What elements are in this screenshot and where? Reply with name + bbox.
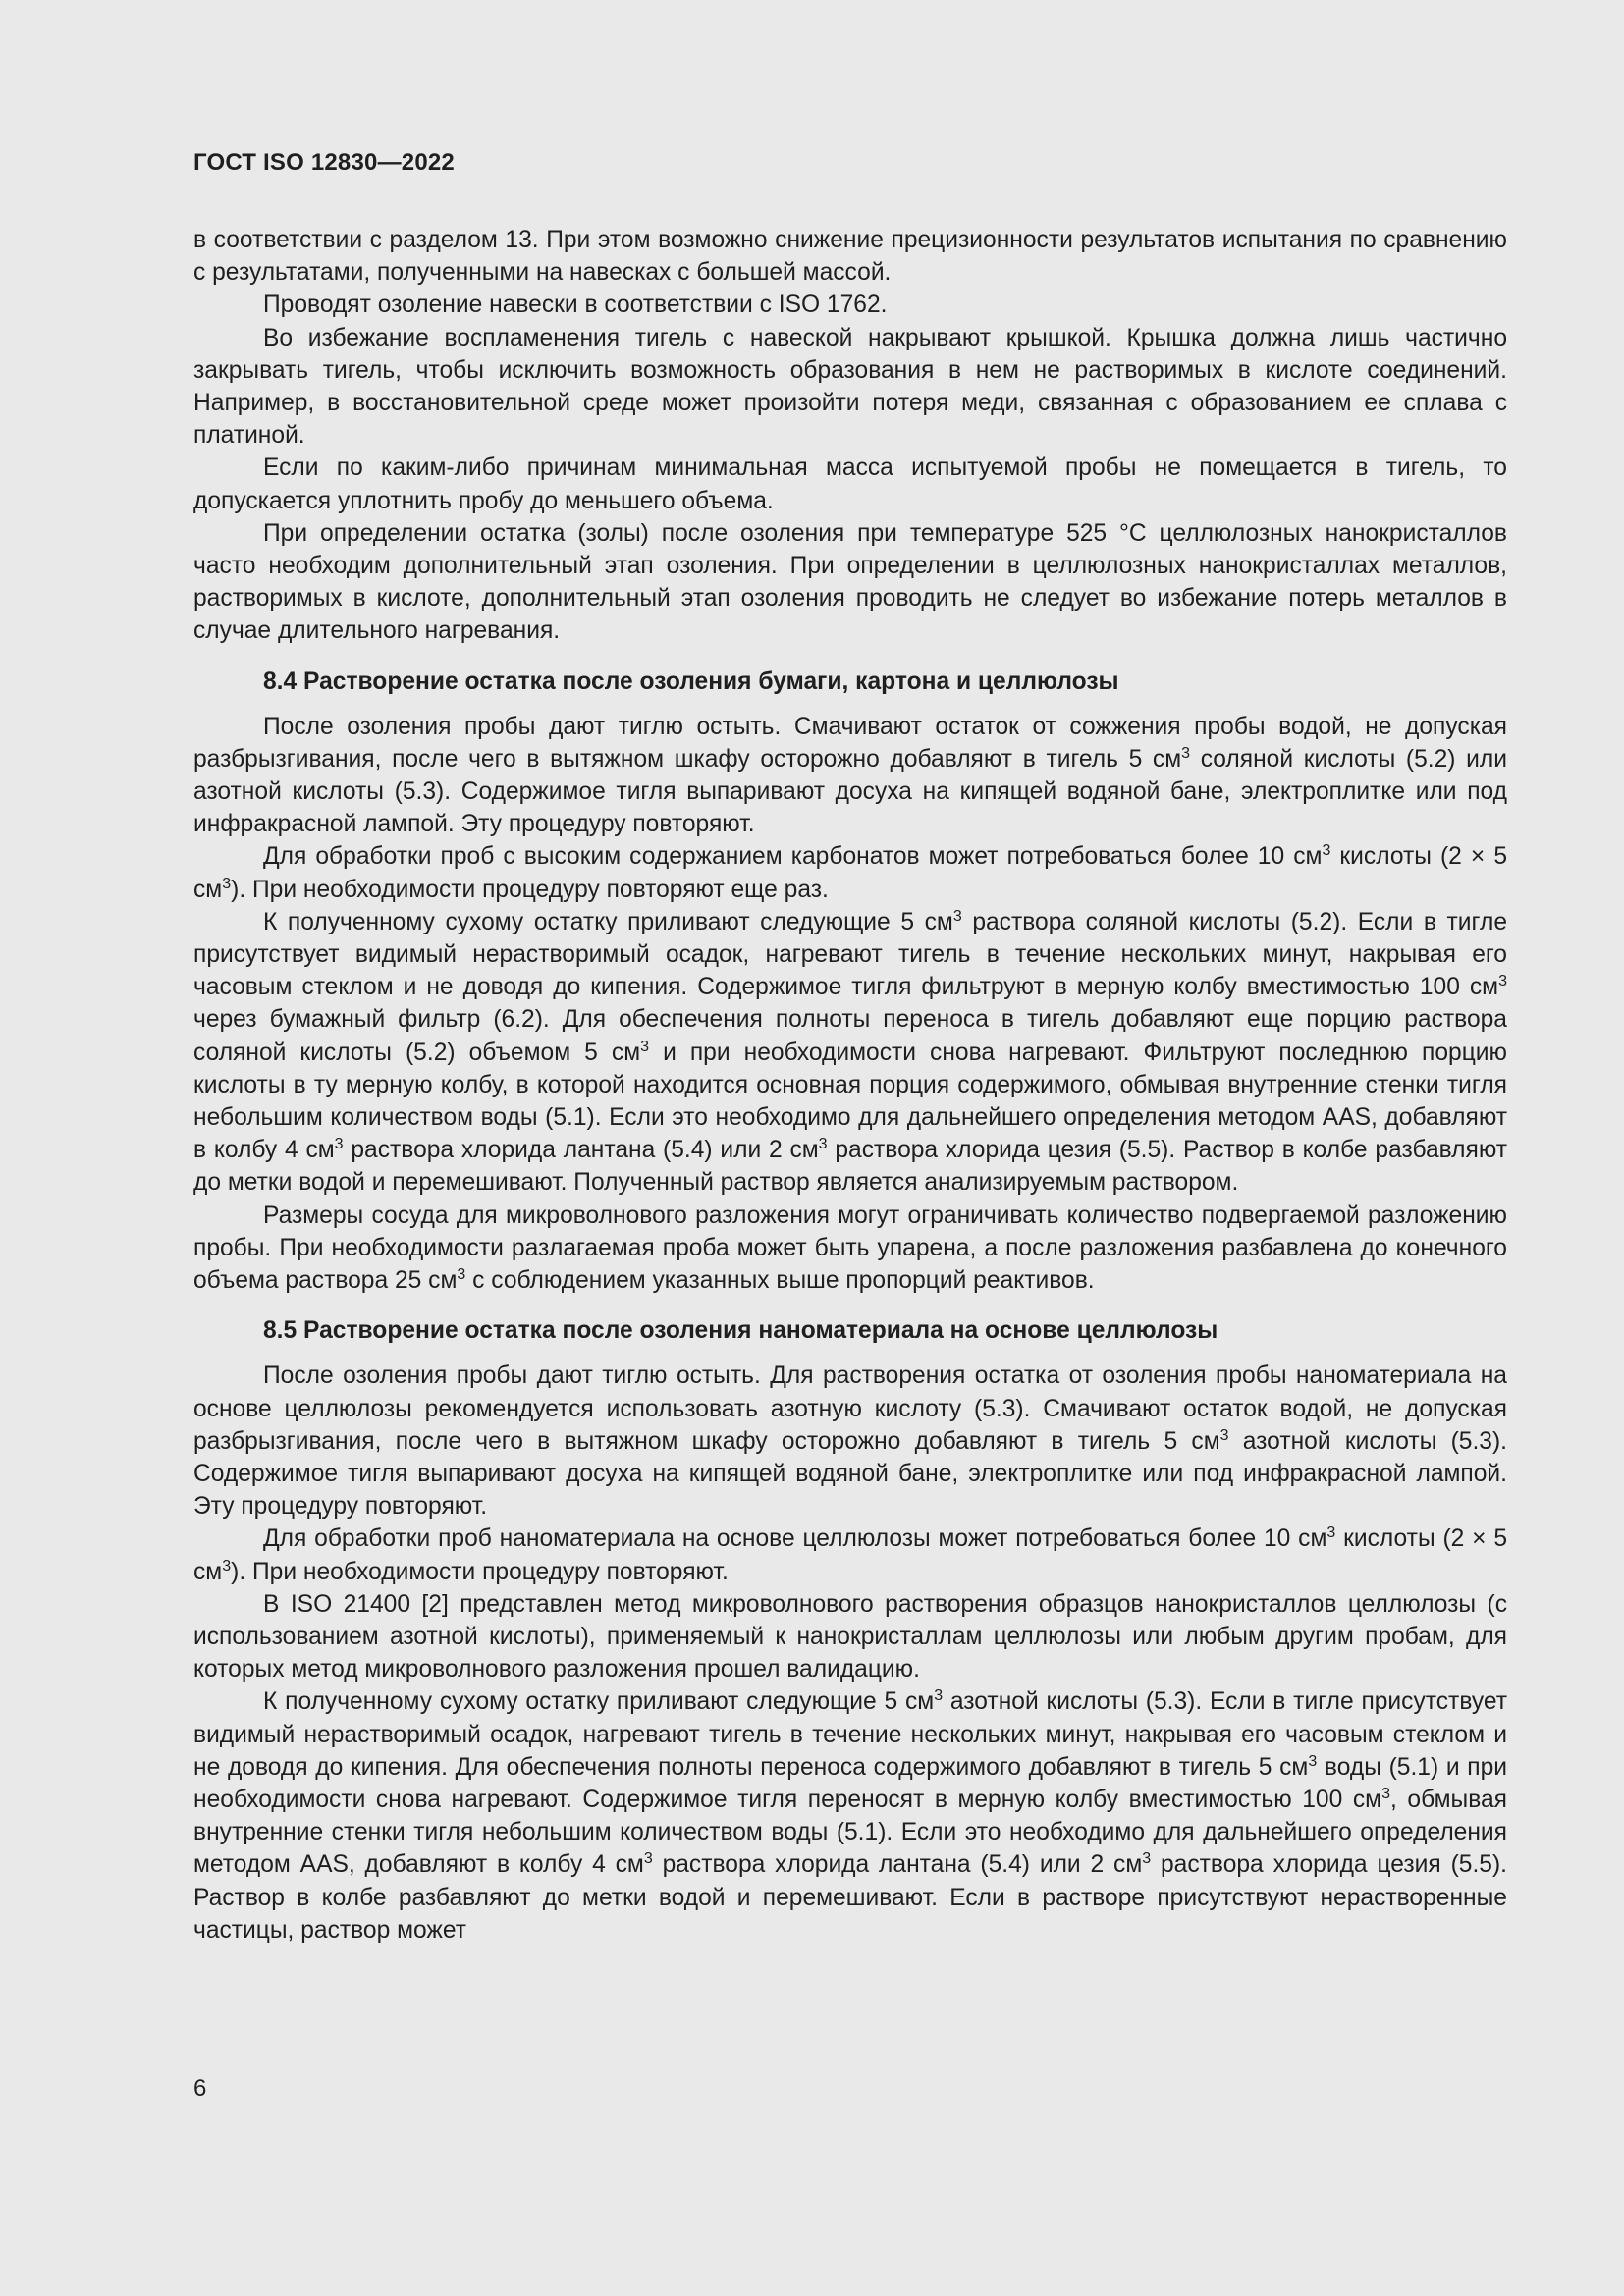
text-run: раствора хлорида лантана (5.4) или 2 см: [343, 1137, 819, 1164]
superscript: 3: [222, 1557, 232, 1575]
document-header: ГОСТ ISO 12830—2022: [193, 149, 455, 176]
paragraph: [193, 906, 1507, 1200]
text-run: раствора соляной кислоты (5.2). Если в тигле присутствует видимый нерастворимый осадок, нагревают тигель в течение нескольких минут, накрывая его часовым стеклом и не доводя до кипения. Содержимое тигля фильтруют в мерную колбу вместимостью 100 см: [193, 908, 1507, 1001]
text-run: раствора хлорида цезия (5.5). Раствор в колбе разбавляют до метки водой и перемешивают. Если в растворе присутствуют нерастворенные частицы, раствор может: [193, 1851, 1507, 1944]
text-run: Для обработки проб наноматериала на основе целлюлозы может потребоваться более 10 см: [263, 1525, 1327, 1553]
paragraph: Если по каким-либо причинам минимальная масса испытуемой пробы не помещается в тигель, то допускается уплотнить пробу до меньшего объема.: [193, 454, 1507, 514]
paragraph: [193, 840, 1507, 905]
superscript: 3: [1142, 1850, 1152, 1868]
text-run: , обмывая внутренние стенки тигля небольшим количеством воды (5.1). Если это необходимо для дальнейшего определения методом AAS, добавляют в колбу 4 см: [193, 1786, 1507, 1879]
text-run: соляной кислоты (5.2) или азотной кислоты (5.3). Содержимое тигля выпаривают досуха на кипящей водяной бане, электроплитке или под инфракрасной лампой. Эту процедуру повторяют.: [193, 745, 1507, 838]
section-heading-8-4: 8.4 Растворение остатка после озоления бумаги, картона и целлюлозы: [263, 667, 1119, 695]
superscript: 3: [334, 1136, 344, 1153]
text-run: Для обработки проб с высоким содержанием карбонатов может потребоваться более 10 см: [263, 843, 1323, 871]
text-run: Размеры сосуда для микроволнового разложения могут ограничивать количество подвергаемой разложению пробы. При необходимости разлагаемая проба может быть упарена, а после разложения разбавлена до конечного объема раствора 25 см: [193, 1201, 1507, 1295]
paragraph: [193, 1360, 1507, 1522]
paragraph: в соответствии с разделом 13. При этом возможно снижение прецизионности результатов испытания по сравнению с результатами, полученными на навесках с большей массой.: [193, 227, 1507, 287]
superscript: 3: [1181, 744, 1191, 762]
superscript: 3: [1326, 1524, 1336, 1542]
paragraph: В ISO 21400 [2] представлен метод микроволнового растворения образцов нанокристаллов целлюлозы (с использованием азотной кислоты), применяемый к нанокристаллам целлюлозы или любым другим пробам, для которых метод микроволнового разложения прошел валидацию.: [193, 1590, 1507, 1683]
text-run: раствора хлорида лантана (5.4) или 2 см: [652, 1851, 1143, 1879]
text-run: азотной кислоты (5.3). Содержимое тигля выпаривают досуха на кипящей водяной бане, электроплитке или под инфракрасной лампой. Эту процедуру повторяют.: [193, 1427, 1507, 1521]
paragraph: При определении остатка (золы) после озоления при температуре 525 °С целлюлозных нанокристаллов часто необходим дополнительный этап озоления. При определении в целлюлозных нанокристаллах металлов, растворимых в кислоте, дополнительный этап озоления проводить не следует во избежание потерь металлов в случае длительного нагревания.: [193, 519, 1507, 645]
superscript: 3: [1219, 1426, 1229, 1444]
text-run: через бумажный фильтр (6.2). Для обеспечения полноты переноса в тигель добавляют еще порцию раствора соляной кислоты (5.2) объемом 5 см: [193, 1006, 1507, 1066]
paragraph: [193, 1200, 1507, 1298]
superscript: 3: [640, 1038, 650, 1055]
paragraph: [193, 711, 1507, 841]
text-run: После озоления пробы дают тиглю остыть. Для растворения остатка от озоления пробы наноматериала на основе целлюлозы рекомендуется использовать азотную кислоту (5.3). Смачивают остаток водой, не допуская разбрызгивания, после чего в вытяжном шкафу осторожно добавляют в тигель 5 см: [193, 1362, 1507, 1455]
text-run: кислоты (2 × 5 см: [193, 1525, 1507, 1585]
text-run: с соблюдением указанных выше пропорций реактивов.: [465, 1267, 1095, 1295]
paragraph: Во избежание воспламенения тигель с навеской накрывают крышкой. Крышка должна лишь частично закрывать тигель, чтобы исключить возможность образования в нем не растворимых в кислоте соединений. Например, в восстановительной среде может произойти потеря меди, связанная с образованием ее сплава с платиной.: [193, 324, 1507, 450]
page-number: 6: [193, 2075, 207, 2102]
superscript: 3: [457, 1266, 466, 1284]
superscript: 3: [1498, 973, 1507, 990]
section-heading-8-5: 8.5 Растворение остатка после озоления наноматериала на основе целлюлозы: [263, 1317, 1218, 1345]
superscript: 3: [934, 1687, 944, 1705]
superscript: 3: [1322, 842, 1331, 860]
superscript: 3: [818, 1136, 828, 1153]
paragraph: Проводят озоление навески в соответствии с ISO 1762.: [263, 292, 888, 319]
text-run: воды (5.1) и при необходимости снова нагревают. Содержимое тигля переносят в мерную колбу вместимостью 100 см: [193, 1753, 1508, 1813]
text-run: ). При необходимости процедуру повторяют.: [231, 1558, 729, 1585]
superscript: 3: [1308, 1752, 1318, 1770]
paragraph: [193, 1522, 1507, 1587]
text-run: К полученному сухому остатку приливают следующие 5 см: [263, 908, 953, 935]
paragraph: [193, 1685, 1507, 1947]
document-body: [193, 224, 1507, 1947]
text-run: ). При необходимости процедуру повторяют еще раз.: [231, 876, 829, 903]
superscript: 3: [952, 907, 962, 925]
text-run: кислоты (2 × 5 см: [193, 843, 1507, 903]
text-run: После озоления пробы дают тиглю остыть. Смачивают остаток от сожжения пробы водой, не допуская разбрызгивания, после чего в вытяжном шкафу осторожно добавляют в тигель 5 см: [193, 713, 1507, 773]
superscript: 3: [643, 1850, 653, 1868]
text-run: К полученному сухому остатку приливают следующие 5 см: [263, 1688, 935, 1716]
superscript: 3: [222, 875, 232, 892]
superscript: 3: [1381, 1785, 1390, 1802]
text-run: раствора хлорида цезия (5.5). Раствор в колбе разбавляют до метки водой и перемешивают. Полученный раствор является анализируемым раствором.: [193, 1137, 1507, 1197]
text-run: и при необходимости снова нагревают. Фильтруют последнюю порцию кислоты в ту мерную колбу, в которой находится основная порция содержимого, обмывая внутренние стенки тигля небольшим количеством воды (5.1). Если это необходимо для дальнейшего определения методом AAS, добавляют в колбу 4 см: [193, 1039, 1507, 1164]
text-run: азотной кислоты (5.3). Если в тигле присутствует видимый нерастворимый осадок, нагревают тигель в течение нескольких минут, накрывая его часовым стеклом и не доводя до кипения. Для обеспечения полноты переноса содержимого добавляют в тигель 5 см: [193, 1688, 1507, 1781]
